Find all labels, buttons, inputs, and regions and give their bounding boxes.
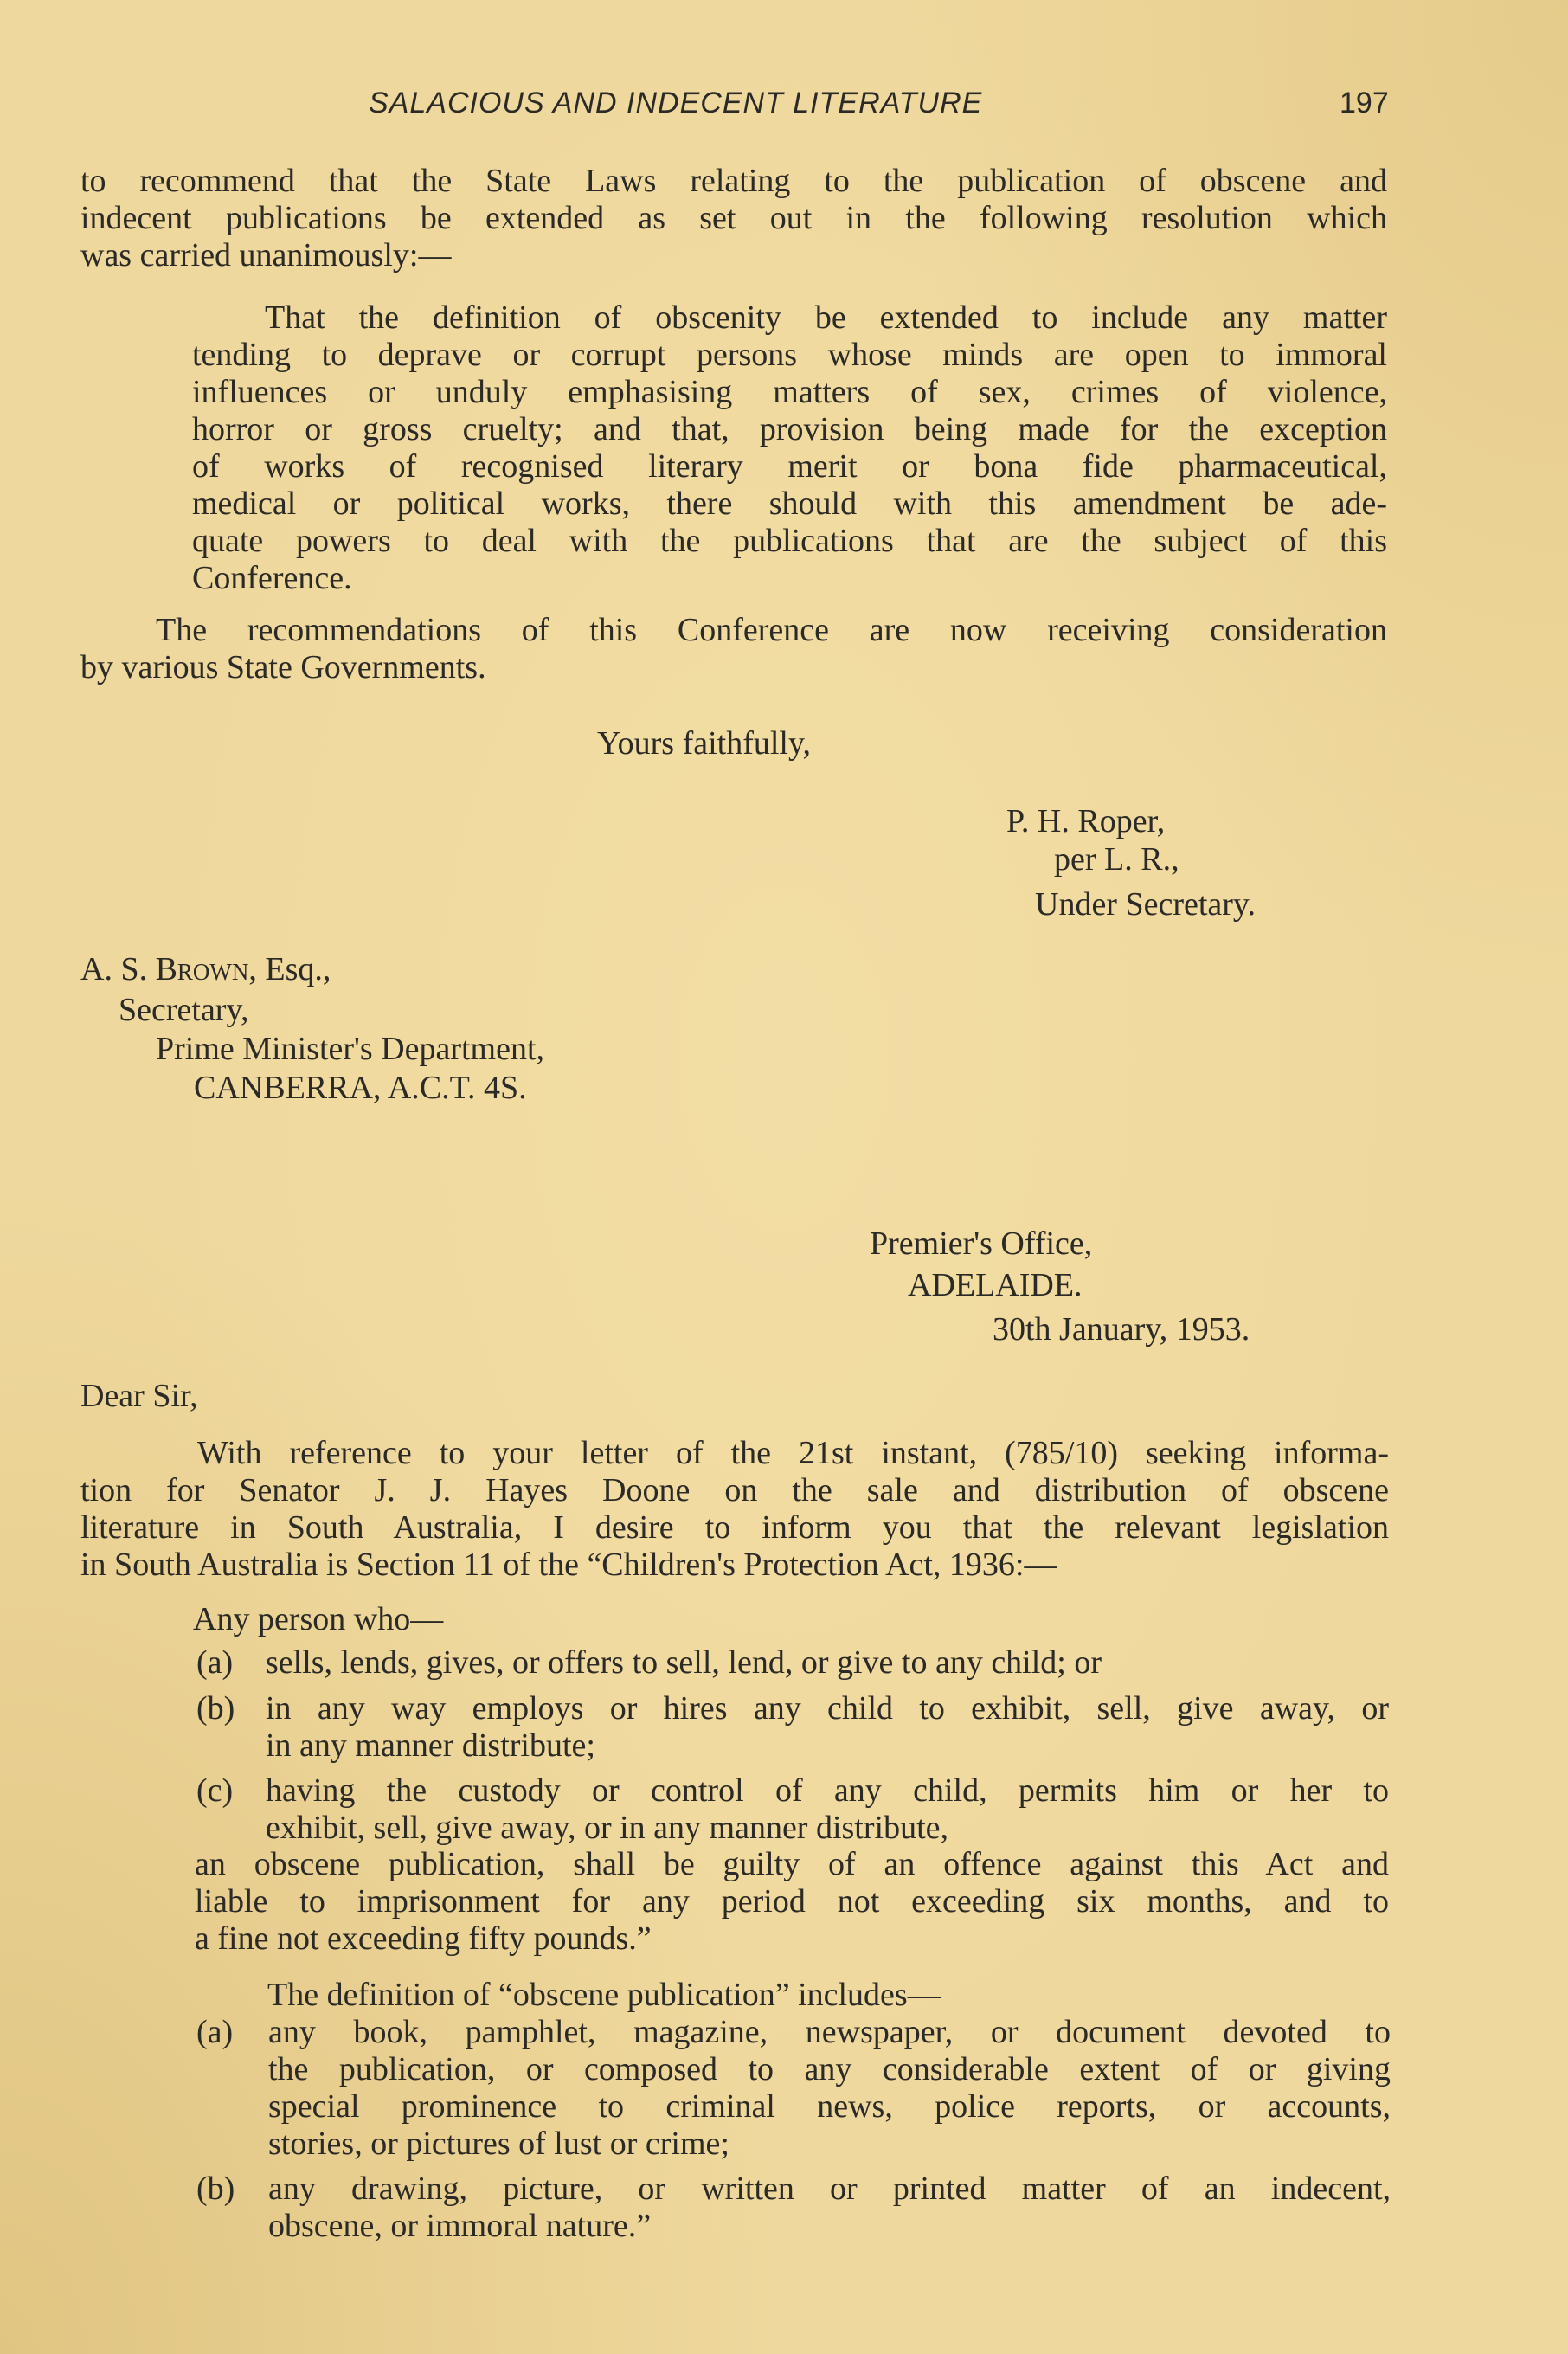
text-line: having the custody or control of any child, permits him or her to [266, 1772, 1389, 1809]
item-label: (b) [196, 1690, 235, 1727]
act-conclusion [195, 1846, 1389, 1958]
item-label: (a) [196, 1644, 234, 1681]
signature-title: Under Secretary. [1035, 886, 1256, 923]
signature-name: P. H. Roper, [1006, 803, 1166, 839]
item-label: (a) [196, 2014, 234, 2050]
letter-date: 30th January, 1953. [993, 1311, 1250, 1347]
text-line: in South Australia is Section 11 of the “Children's Protection Act, 1936:— [80, 1547, 1057, 1583]
text-line: quate powers to deal with the publications that are the subject of this [192, 523, 1387, 559]
text-line: medical or political works, there should with this amendment be ade- [192, 486, 1387, 522]
text-line: Conference. [192, 560, 352, 596]
text-line: obscene, or immoral nature.” [268, 2208, 652, 2244]
text-line: in any manner distribute; [266, 1727, 595, 1764]
text-line: any drawing, picture, or written or printed matter of an indecent, [268, 2171, 1391, 2207]
intro-paragraph [80, 163, 1387, 274]
text-line: by various State Governments. [80, 649, 486, 685]
text-line: tion for Senator J. J. Hayes Doone on the sale and distribution of obscene [80, 1472, 1389, 1508]
text-line: That the definition of obscenity be extended to include any matter [265, 299, 1387, 336]
recommendations-paragraph [80, 612, 1387, 686]
text-line: tending to deprave or corrupt persons whose minds are open to immoral [192, 337, 1387, 373]
sender-office: Premier's Office, [870, 1225, 1093, 1262]
text-line: exhibit, sell, give away, or in any manner distribute, [266, 1810, 949, 1846]
addressee-suffix: , Esq., [248, 951, 331, 987]
act-intro: Any person who— [193, 1601, 444, 1637]
text-line: of works of recognised literary merit or bona fide pharmaceutical, [192, 448, 1387, 485]
text-line: a fine not exceeding fifty pounds.” [195, 1920, 652, 1957]
text-line: in any way employs or hires any child to exhibit, sell, give away, or [266, 1690, 1389, 1727]
text-line: was carried unanimously:— [80, 237, 452, 273]
running-header-title: SALACIOUS AND INDECENT LITERATURE [369, 87, 983, 119]
item-label: (b) [196, 2171, 235, 2207]
page-number: 197 [1340, 87, 1389, 119]
addressee-line: CANBERRA, A.C.T. 4S. [194, 1070, 527, 1106]
text-line: indecent publications be extended as set out in the following resolution which [80, 200, 1387, 236]
text-line: an obscene publication, shall be guilty of an offence against this Act and [195, 1846, 1389, 1882]
definition-item-a [193, 2014, 1391, 2163]
resolution-quote [192, 299, 1387, 597]
text-line: With reference to your letter of the 21st instant, (785/10) seeking informa- [197, 1435, 1389, 1471]
text-line: horror or gross cruelty; and that, provision being made for the exception [192, 411, 1387, 447]
text-line: sells, lends, gives, or offers to sell, lend, or give to any child; or [266, 1644, 1102, 1681]
addressee-surname: Brown [155, 951, 249, 987]
act-item-c [193, 1772, 1389, 1847]
text-line: stories, or pictures of lust or crime; [268, 2126, 729, 2162]
text-line: literature in South Australia, I desire to inform you that the relevant legislation [80, 1509, 1389, 1546]
definition-intro: The definition of “obscene publication” includes— [267, 1977, 941, 2013]
text-line: influences or unduly emphasising matters of sex, crimes of violence, [192, 374, 1387, 410]
addressee-name [80, 951, 331, 988]
text-line: to recommend that the State Laws relating to the publication of obscene and [80, 163, 1387, 199]
signature-per: per L. R., [1054, 841, 1179, 878]
text-line: the publication, or composed to any considerable extent of or giving [268, 2051, 1391, 2087]
closing: Yours faithfully, [597, 725, 812, 762]
addressee-line: Secretary, [119, 992, 249, 1028]
addressee-line: Prime Minister's Department, [156, 1031, 545, 1067]
body-paragraph [80, 1435, 1389, 1584]
salutation: Dear Sir, [80, 1378, 198, 1414]
sender-city: ADELAIDE. [908, 1267, 1083, 1303]
text-line: special prominence to criminal news, police reports, or accounts, [268, 2088, 1391, 2125]
act-item-b [193, 1690, 1389, 1765]
item-label: (c) [196, 1772, 234, 1809]
definition-item-b [193, 2171, 1391, 2245]
text-line: liable to imprisonment for any period not exceeding six months, and to [195, 1883, 1389, 1920]
act-item-a [193, 1644, 1389, 1682]
text-line: The recommendations of this Conference are now receiving consideration [156, 612, 1387, 648]
text-line: any book, pamphlet, magazine, newspaper, or document devoted to [268, 2014, 1391, 2050]
addressee-initials: A. S. [80, 951, 156, 987]
